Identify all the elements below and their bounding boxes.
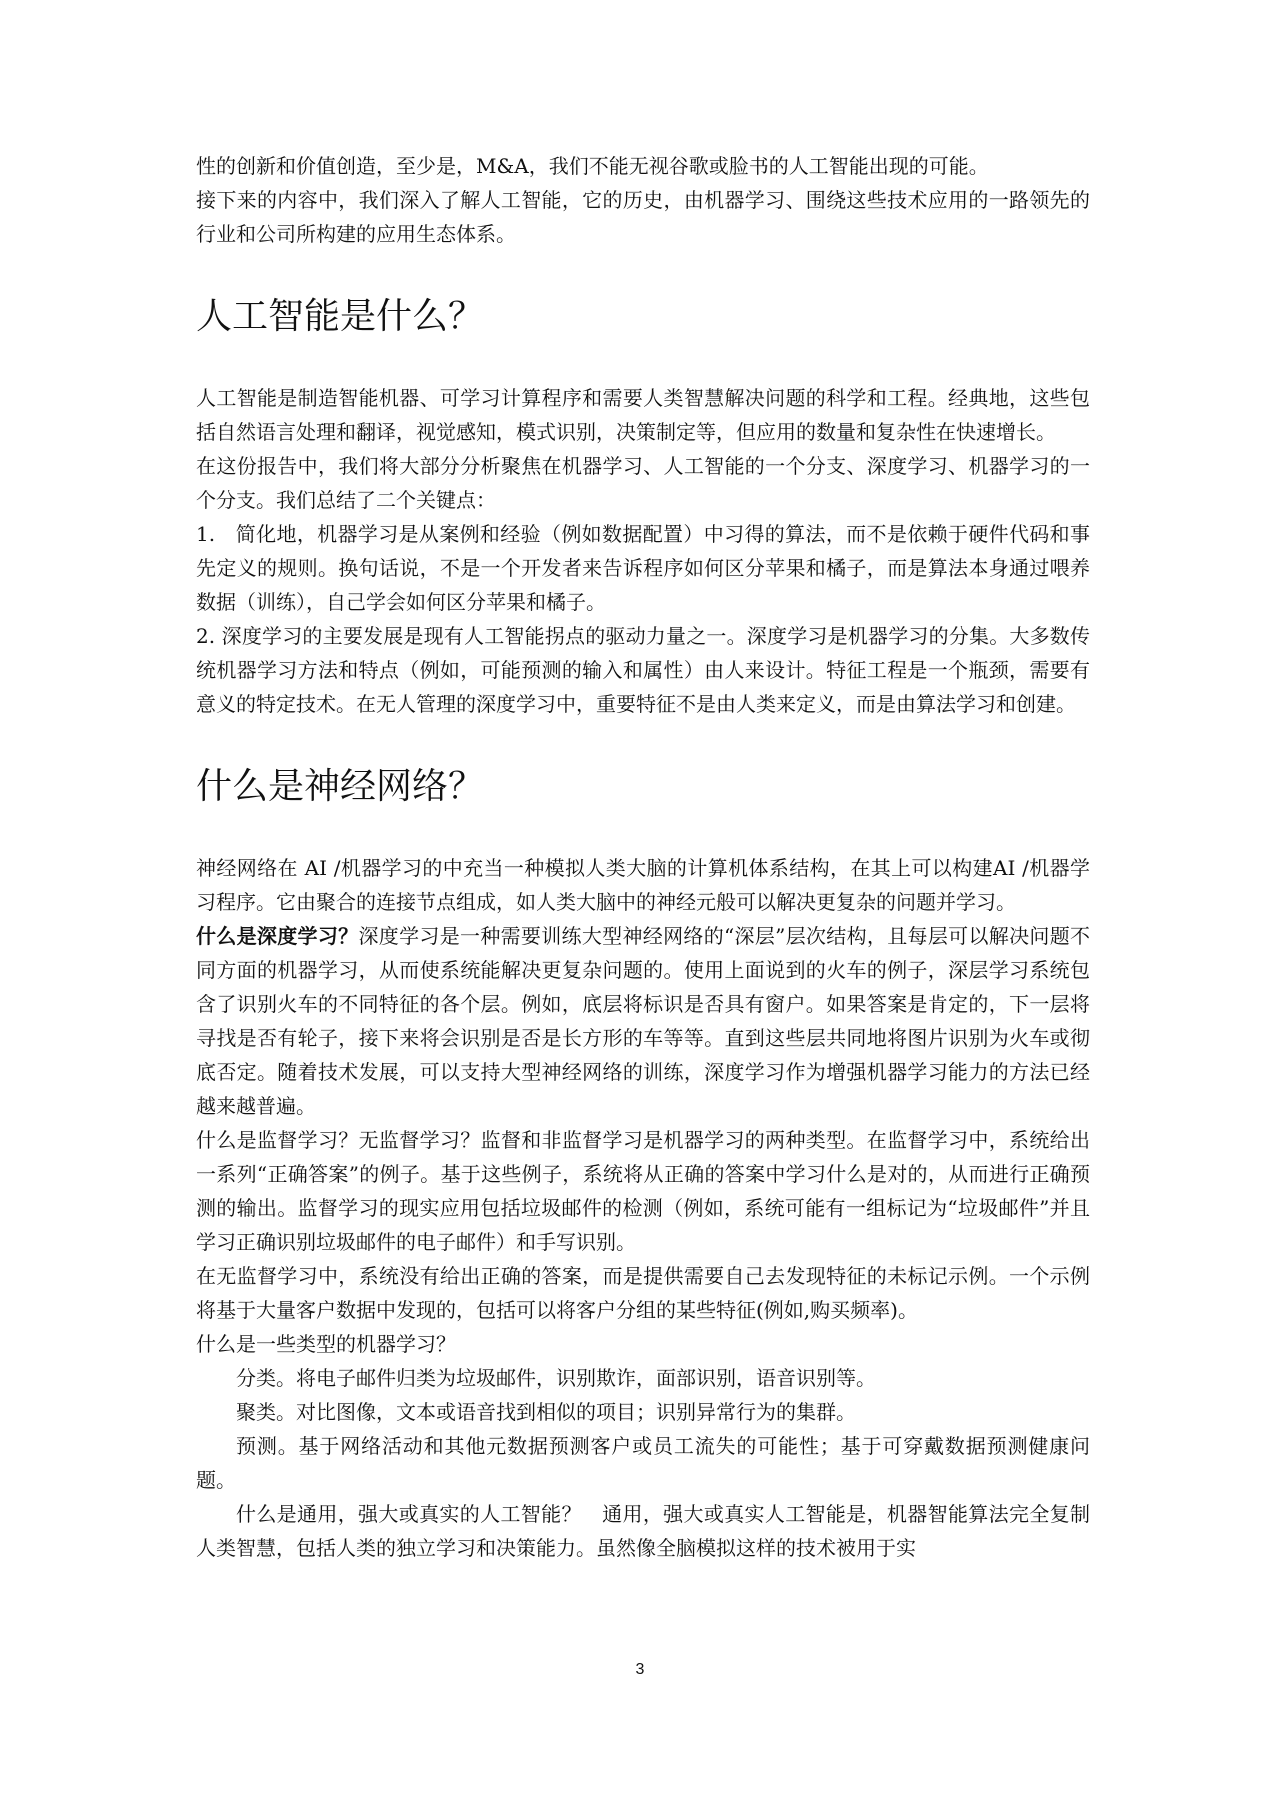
general-ai-paragraph: 什么是通用，强大或真实的人工智能？ 通用，强大或真实人工智能是，机器智能算法完全复制人类智慧，包括人类的独立学习和决策能力。虽然像全脑模拟这样的技术被用于实 [196,1502,1090,1560]
intro-paragraph-2: 接下来的内容中，我们深入了解人工智能，它的历史，由机器学习、围绕这些技术应用的一路领先的行业和公司所构建的应用生态体系。 [196,188,1090,246]
section-heading-neural-network: 什么是神经网络？ [196,766,485,807]
deep-learning-paragraph [196,919,1090,1123]
deep-learning-lead: 什么是深度学习？ [196,924,359,948]
report-focus-paragraph: 在这份报告中，我们将大部分分析聚焦在机器学习、人工智能的一个分支、深度学习、机器学习的一个分支。我们总结了二个关键点： [196,454,1090,512]
key-point-1: 1. 简化地，机器学习是从案例和经验（例如数据配置）中习得的算法，而不是依赖于硬件代码和事先定义的规则。换句话说，不是一个开发者来告诉程序如何区分苹果和橘子，而是算法本身通过喂养数据（训练），自己学会如何区分苹果和橘子。 [196,522,1090,614]
page-content [196,149,1090,1565]
page-number: 3 [635,1661,645,1678]
neural-network-paragraph: 神经网络在 AI /机器学习的中充当一种模拟人类大脑的计算机体系结构，在其上可以构建AI /机器学习程序。它由聚合的连接节点组成，如人类大脑中的神经元般可以解决更复杂的问题并学习。 [196,856,1090,914]
section-heading-what-is-ai: 人工智能是什么？ [196,296,485,337]
ml-type-classification: 分类。将电子邮件归类为垃圾邮件，识别欺诈，面部识别，语音识别等。 [236,1366,876,1390]
key-point-2: 2. 深度学习的主要发展是现有人工智能拐点的驱动力量之一。深度学习是机器学习的分集。大多数传统机器学习方法和特点（例如，可能预测的输入和属性）由人来设计。特征工程是一个瓶颈，需要有意义的特定技术。在无人管理的深度学习中，重要特征不是由人类来定义，而是由算法学习和创建。 [196,624,1090,716]
unsupervised-learning-paragraph: 在无监督学习中，系统没有给出正确的答案，而是提供需要自己去发现特征的未标记示例。一个示例将基于大量客户数据中发现的，包括可以将客户分组的某些特征(例如,购买频率)。 [196,1264,1090,1322]
ai-definition-paragraph: 人工智能是制造智能机器、可学习计算程序和需要人类智慧解决问题的科学和工程。经典地，这些包括自然语言处理和翻译，视觉感知，模式识别，决策制定等，但应用的数量和复杂性在快速增长。 [196,386,1090,444]
intro-paragraph-1: 性的创新和价值创造，至少是，M&A，我们不能无视谷歌或脸书的人工智能出现的可能。 [196,154,989,178]
ml-type-prediction: 预测。基于网络活动和其他元数据预测客户或员工流失的可能性；基于可穿戴数据预测健康问题。 [196,1434,1090,1492]
supervised-learning-paragraph: 什么是监督学习？无监督学习？监督和非监督学习是机器学习的两种类型。在监督学习中，系统给出一系列“正确答案”的例子。基于这些例子，系统将从正确的答案中学习什么是对的，从而进行正确预测的输出。监督学习的现实应用包括垃圾邮件的检测（例如，系统可能有一组标记为“垃圾邮件”并且学习正确识别垃圾邮件的电子邮件）和手写识别。 [196,1128,1090,1254]
ml-types-question: 什么是一些类型的机器学习？ [196,1332,456,1356]
deep-learning-body: 深度学习是一种需要训练大型神经网络的“深层”层次结构，且每层可以解决问题不同方面的机器学习，从而使系统能解决更复杂问题的。使用上面说到的火车的例子，深层学习系统包含了识别火车的不同特征的各个层。例如，底层将标识是否具有窗户。如果答案是肯定的，下一层将寻找是否有轮子，接下来将会识别是否是长方形的车等等。直到这些层共同地将图片识别为火车或彻底否定。随着技术发展，可以支持大型神经网络的训练，深度学习作为增强机器学习能力的方法已经越来越普遍。 [196,924,1091,1118]
ml-type-clustering: 聚类。对比图像，文本或语音找到相似的项目；识别异常行为的集群。 [236,1400,856,1424]
